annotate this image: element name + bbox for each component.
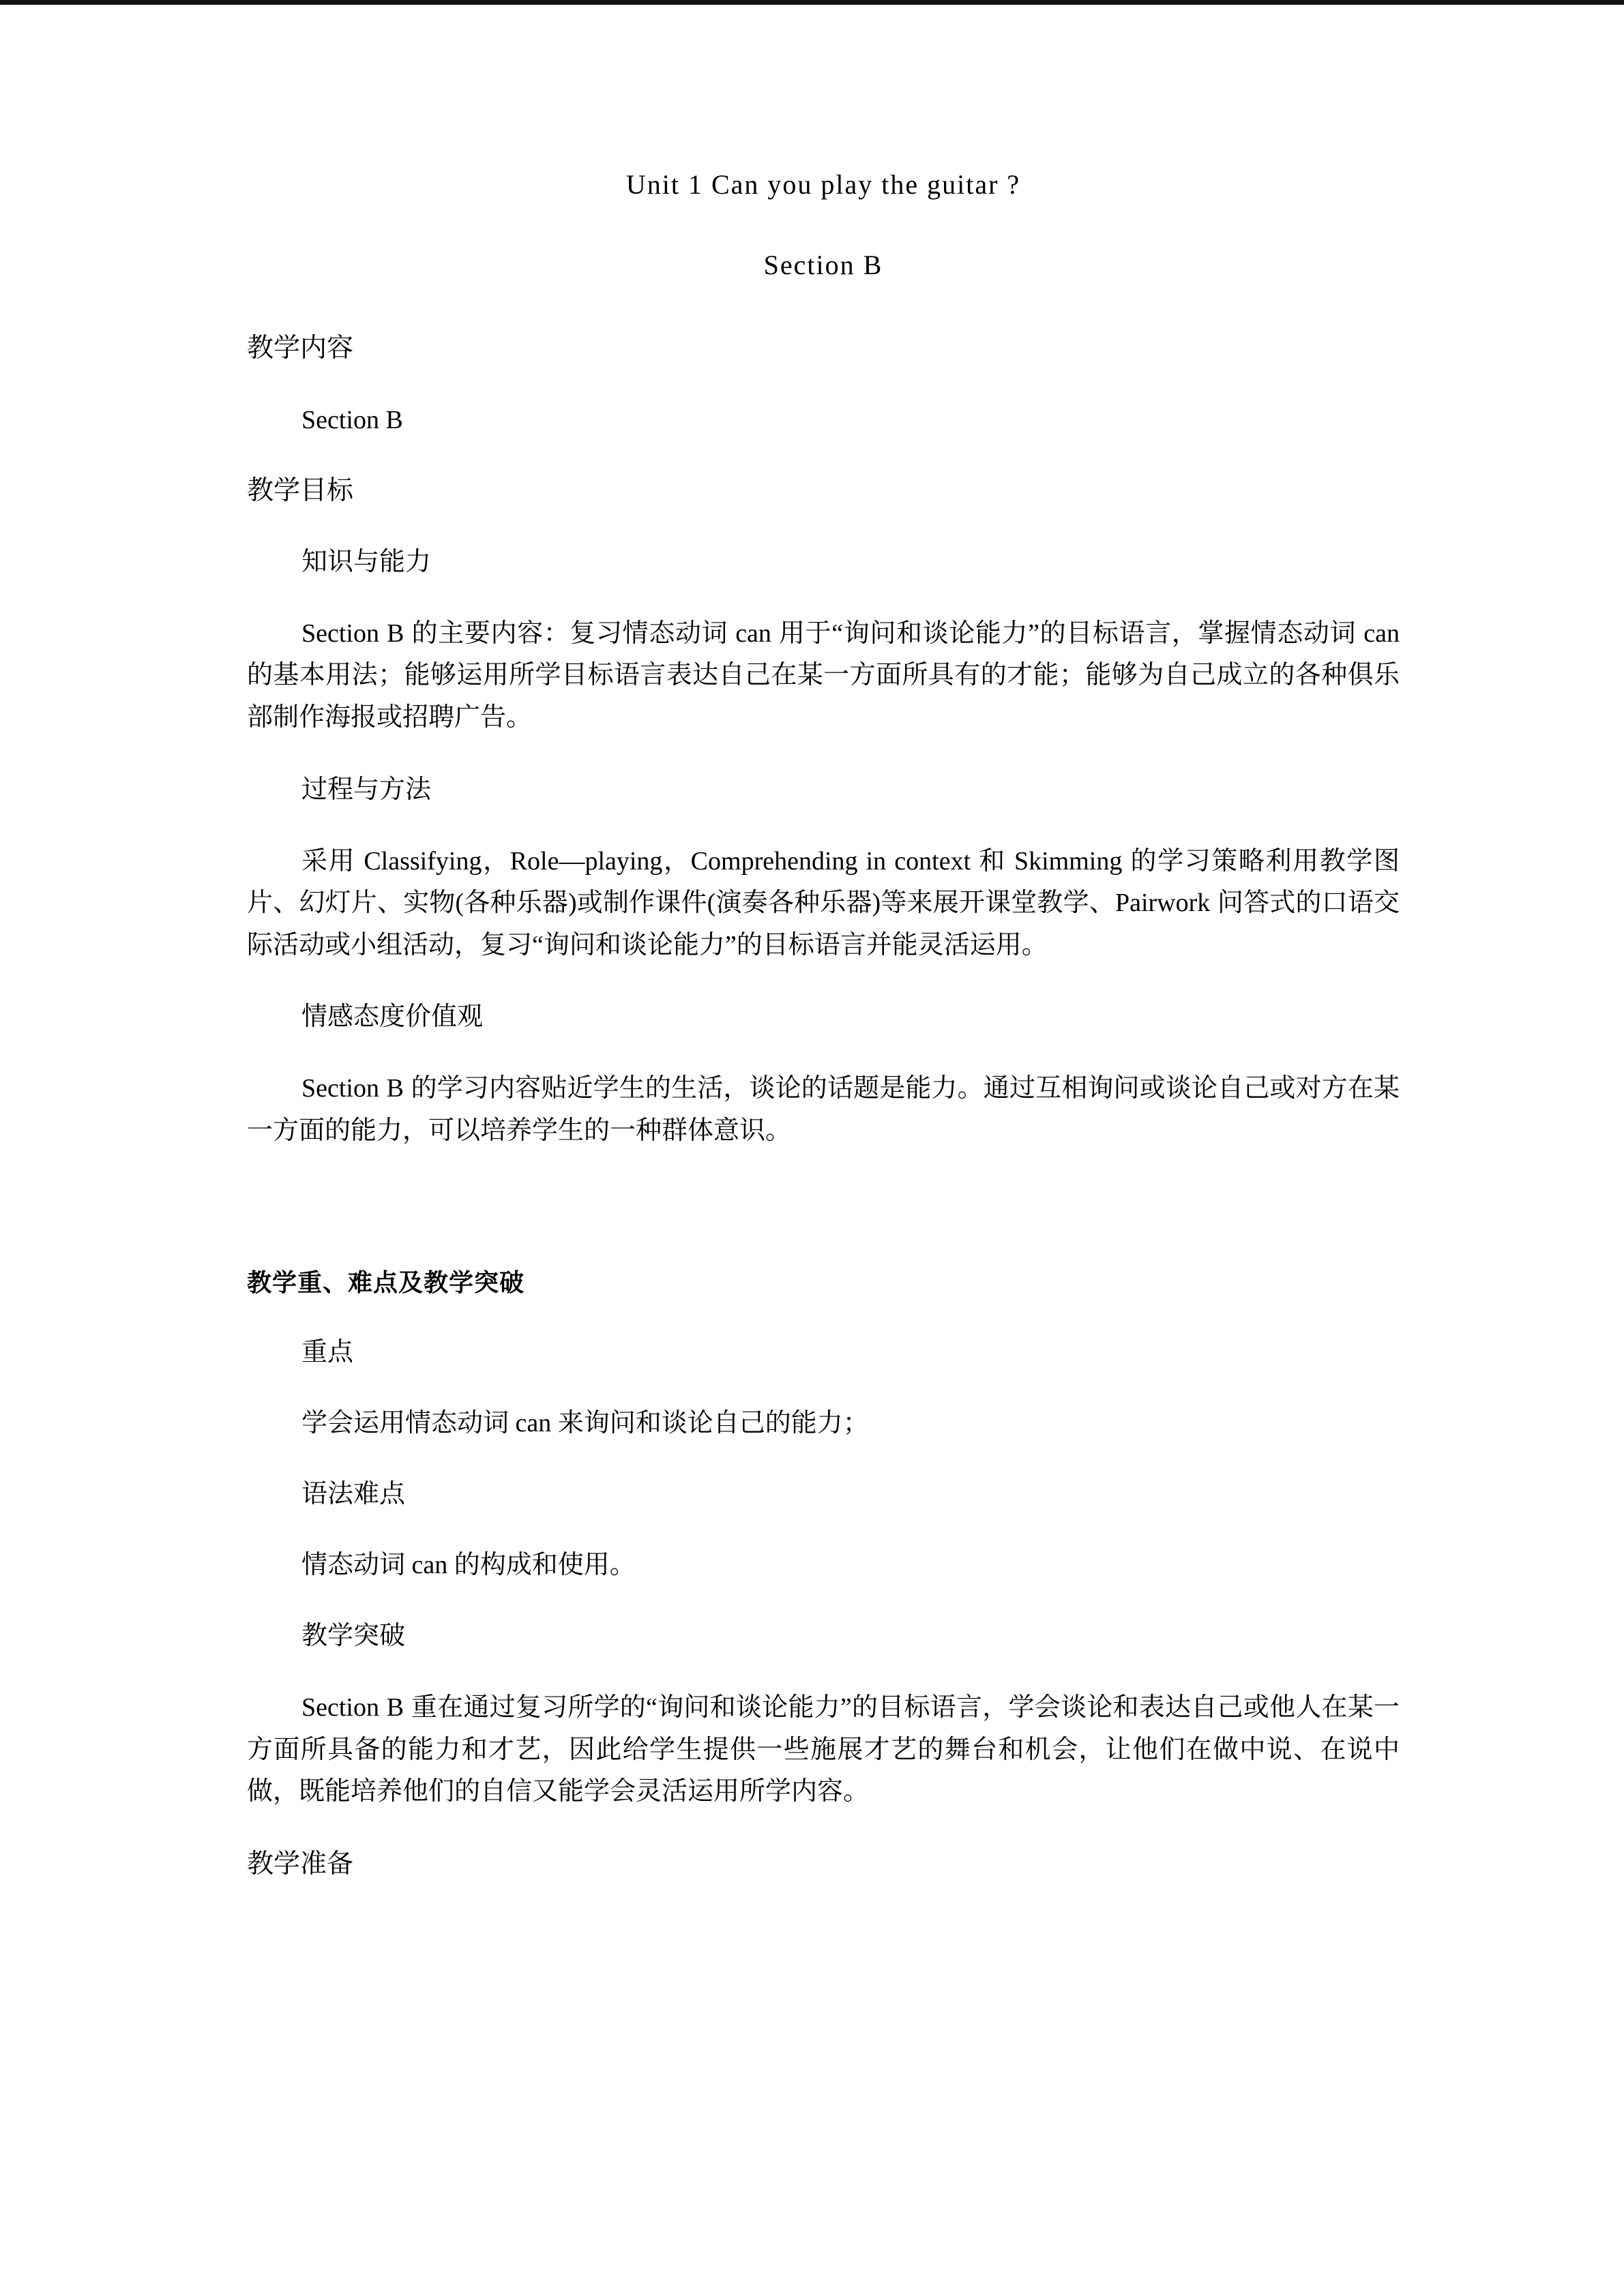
subheading-process-and-method: 过程与方法 — [301, 775, 432, 804]
document-subtitle: Section B — [763, 250, 883, 280]
heading-teaching-objectives: 教学目标 — [247, 476, 354, 506]
document-title: Unit 1 Can you play the guitar ? — [625, 169, 1021, 200]
text-grammar-difficulty: 情态动词 can 的构成和使用。 — [301, 1551, 636, 1580]
document-content — [247, 164, 1400, 1915]
heading-teaching-preparation: 教学准备 — [247, 1849, 354, 1879]
text-key-points: 学会运用情态动词 can 来询问和谈论自己的能力； — [301, 1409, 869, 1438]
heading-key-points-difficulties-breakthrough: 教学重、难点及教学突破 — [247, 1269, 525, 1298]
teaching-content-value: Section B — [301, 405, 403, 434]
paragraph-process-and-method: 采用 Classifying，Role—playing，Comprehending in context 和 Skimming 的学习策略利用教学图片、幻灯片、实物(各种乐器)或制作课件(演奏各种乐器)等来展开课堂教学、Pairwork 问答式的口语交际活动或小组活动，复习“询问和谈论能力”的目标语言并能灵活运用。 — [247, 846, 1400, 959]
subheading-knowledge-and-ability: 知识与能力 — [301, 547, 432, 576]
paragraph-teaching-breakthrough: Section B 重在通过复习所学的“询问和谈论能力”的目标语言，学会谈论和表达自己或他人在某一方面所具备的能力和才艺，因此给学生提供一些施展才艺的舞台和机会，让他们在做中说、在说中做，既能培养他们的自信又能学会灵活运用所学内容。 — [247, 1693, 1400, 1806]
paragraph-emotion-attitude-values: Section B 的学习内容贴近学生的生活，谈论的话题是能力。通过互相询问或谈论自己或对方在某一方面的能力，可以培养学生的一种群体意识。 — [247, 1074, 1400, 1145]
heading-teaching-content: 教学内容 — [247, 333, 354, 363]
paragraph-knowledge-and-ability: Section B 的主要内容：复习情态动词 can 用于“询问和谈论能力”的目标语言，掌握情态动词 can 的基本用法；能够运用所学目标语言表达自己在某一方面所具有的才能；能够为自己成立的各种俱乐部制作海报或招聘广告。 — [247, 618, 1400, 732]
subheading-grammar-difficulty: 语法难点 — [301, 1480, 406, 1509]
section-spacer — [247, 1183, 1400, 1265]
subheading-key-points: 重点 — [301, 1338, 354, 1367]
subheading-emotion-attitude-values: 情感态度价值观 — [301, 1002, 484, 1032]
subheading-teaching-breakthrough: 教学突破 — [301, 1622, 406, 1651]
